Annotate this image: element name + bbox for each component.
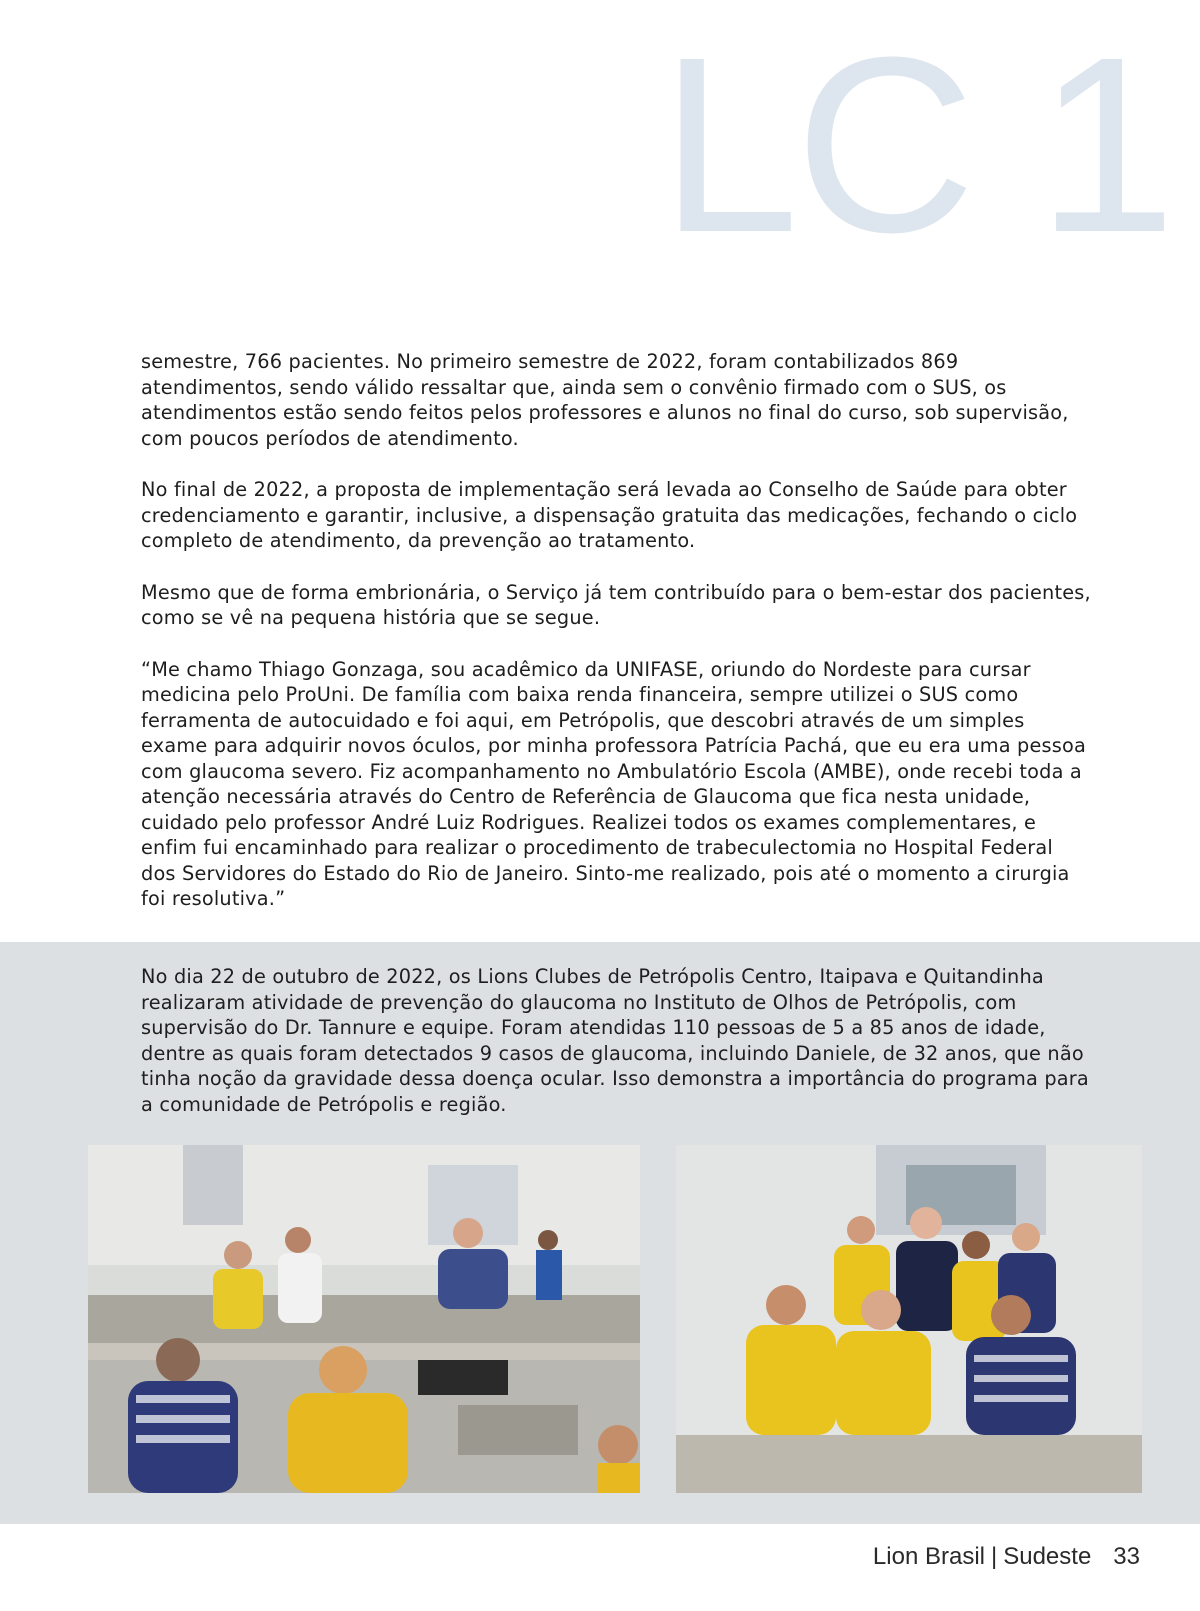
club-code-watermark: LC 1 xyxy=(660,5,1173,284)
paragraph: Mesmo que de forma embrionária, o Serviço já tem contribuído para o bem-estar dos pacientes, como se vê na pequena história que se segue. xyxy=(141,580,1091,629)
page-footer xyxy=(873,1543,1140,1573)
testimonial-quote: “Me chamo Thiago Gonzaga, sou acadêmico da UNIFASE, oriundo do Nordeste para cursar medicina pelo ProUni. De família com baixa renda financeira, sempre utilizei o SUS como ferramenta de autocuidado e foi aqui, em Petrópolis, que descobri através de um simples exame para adquirir novos óculos, por minha professora Patrícia Pachá, que eu era uma pessoa com glaucoma severo. Fiz acompanhamento no Ambulatório Escola (AMBE), onde recebi toda a atenção necessária através do Centro de Referência de Glaucoma que fica nesta unidade, cuidado pelo professor André Luiz Rodrigues. Realizei todos os exames complementares, e enfim fui encaminhado para realizar o procedimento de trabeculectomia no Hospital Federal dos Servidores do Estado do Rio de Janeiro. Sinto-me realizado, pois até o momento a cirurgia foi resolutiva.” xyxy=(141,657,1087,910)
paragraph: semestre, 766 pacientes. No primeiro semestre de 2022, foram contabilizados 869 atendimentos, sendo válido ressaltar que, ainda sem o convênio firmado com o SUS, os atendimentos estão sendo feitos pelos professores e alunos no final do curso, sob supervisão, com poucos períodos de atendimento. xyxy=(141,350,1069,450)
region-name: Sudeste xyxy=(1003,1543,1092,1570)
paragraph: No final de 2022, a proposta de implementação será levada ao Conselho de Saúde para obter credenciamento e garantir, inclusive, a dispensação gratuita das medicações, fechando o ciclo completo de atendimento, da prevenção ao tratamento. xyxy=(141,478,1078,552)
page-number: 33 xyxy=(1113,1543,1140,1570)
event-photo-group xyxy=(676,1145,1142,1493)
event-photo-reception xyxy=(88,1145,640,1493)
publication-name: Lion Brasil xyxy=(872,1543,985,1570)
footer-separator: | xyxy=(990,1543,998,1570)
article-body xyxy=(141,349,1091,938)
event-section xyxy=(141,964,1091,1143)
event-paragraph: No dia 22 de outubro de 2022, os Lions Clubes de Petrópolis Centro, Itaipava e Quitandinha realizaram atividade de prevenção do glaucoma no Instituto de Olhos de Petrópolis, com supervisão do Dr. Tannure e equipe. Foram atendidas 110 pessoas de 5 a 85 anos de idade, dentre as quais foram detectados 9 casos de glaucoma, incluindo Daniele, de 32 anos, que não tinha noção da gravidade dessa doença ocular. Isso demonstra a importância do programa para a comunidade de Petrópolis e região. xyxy=(141,965,1089,1116)
